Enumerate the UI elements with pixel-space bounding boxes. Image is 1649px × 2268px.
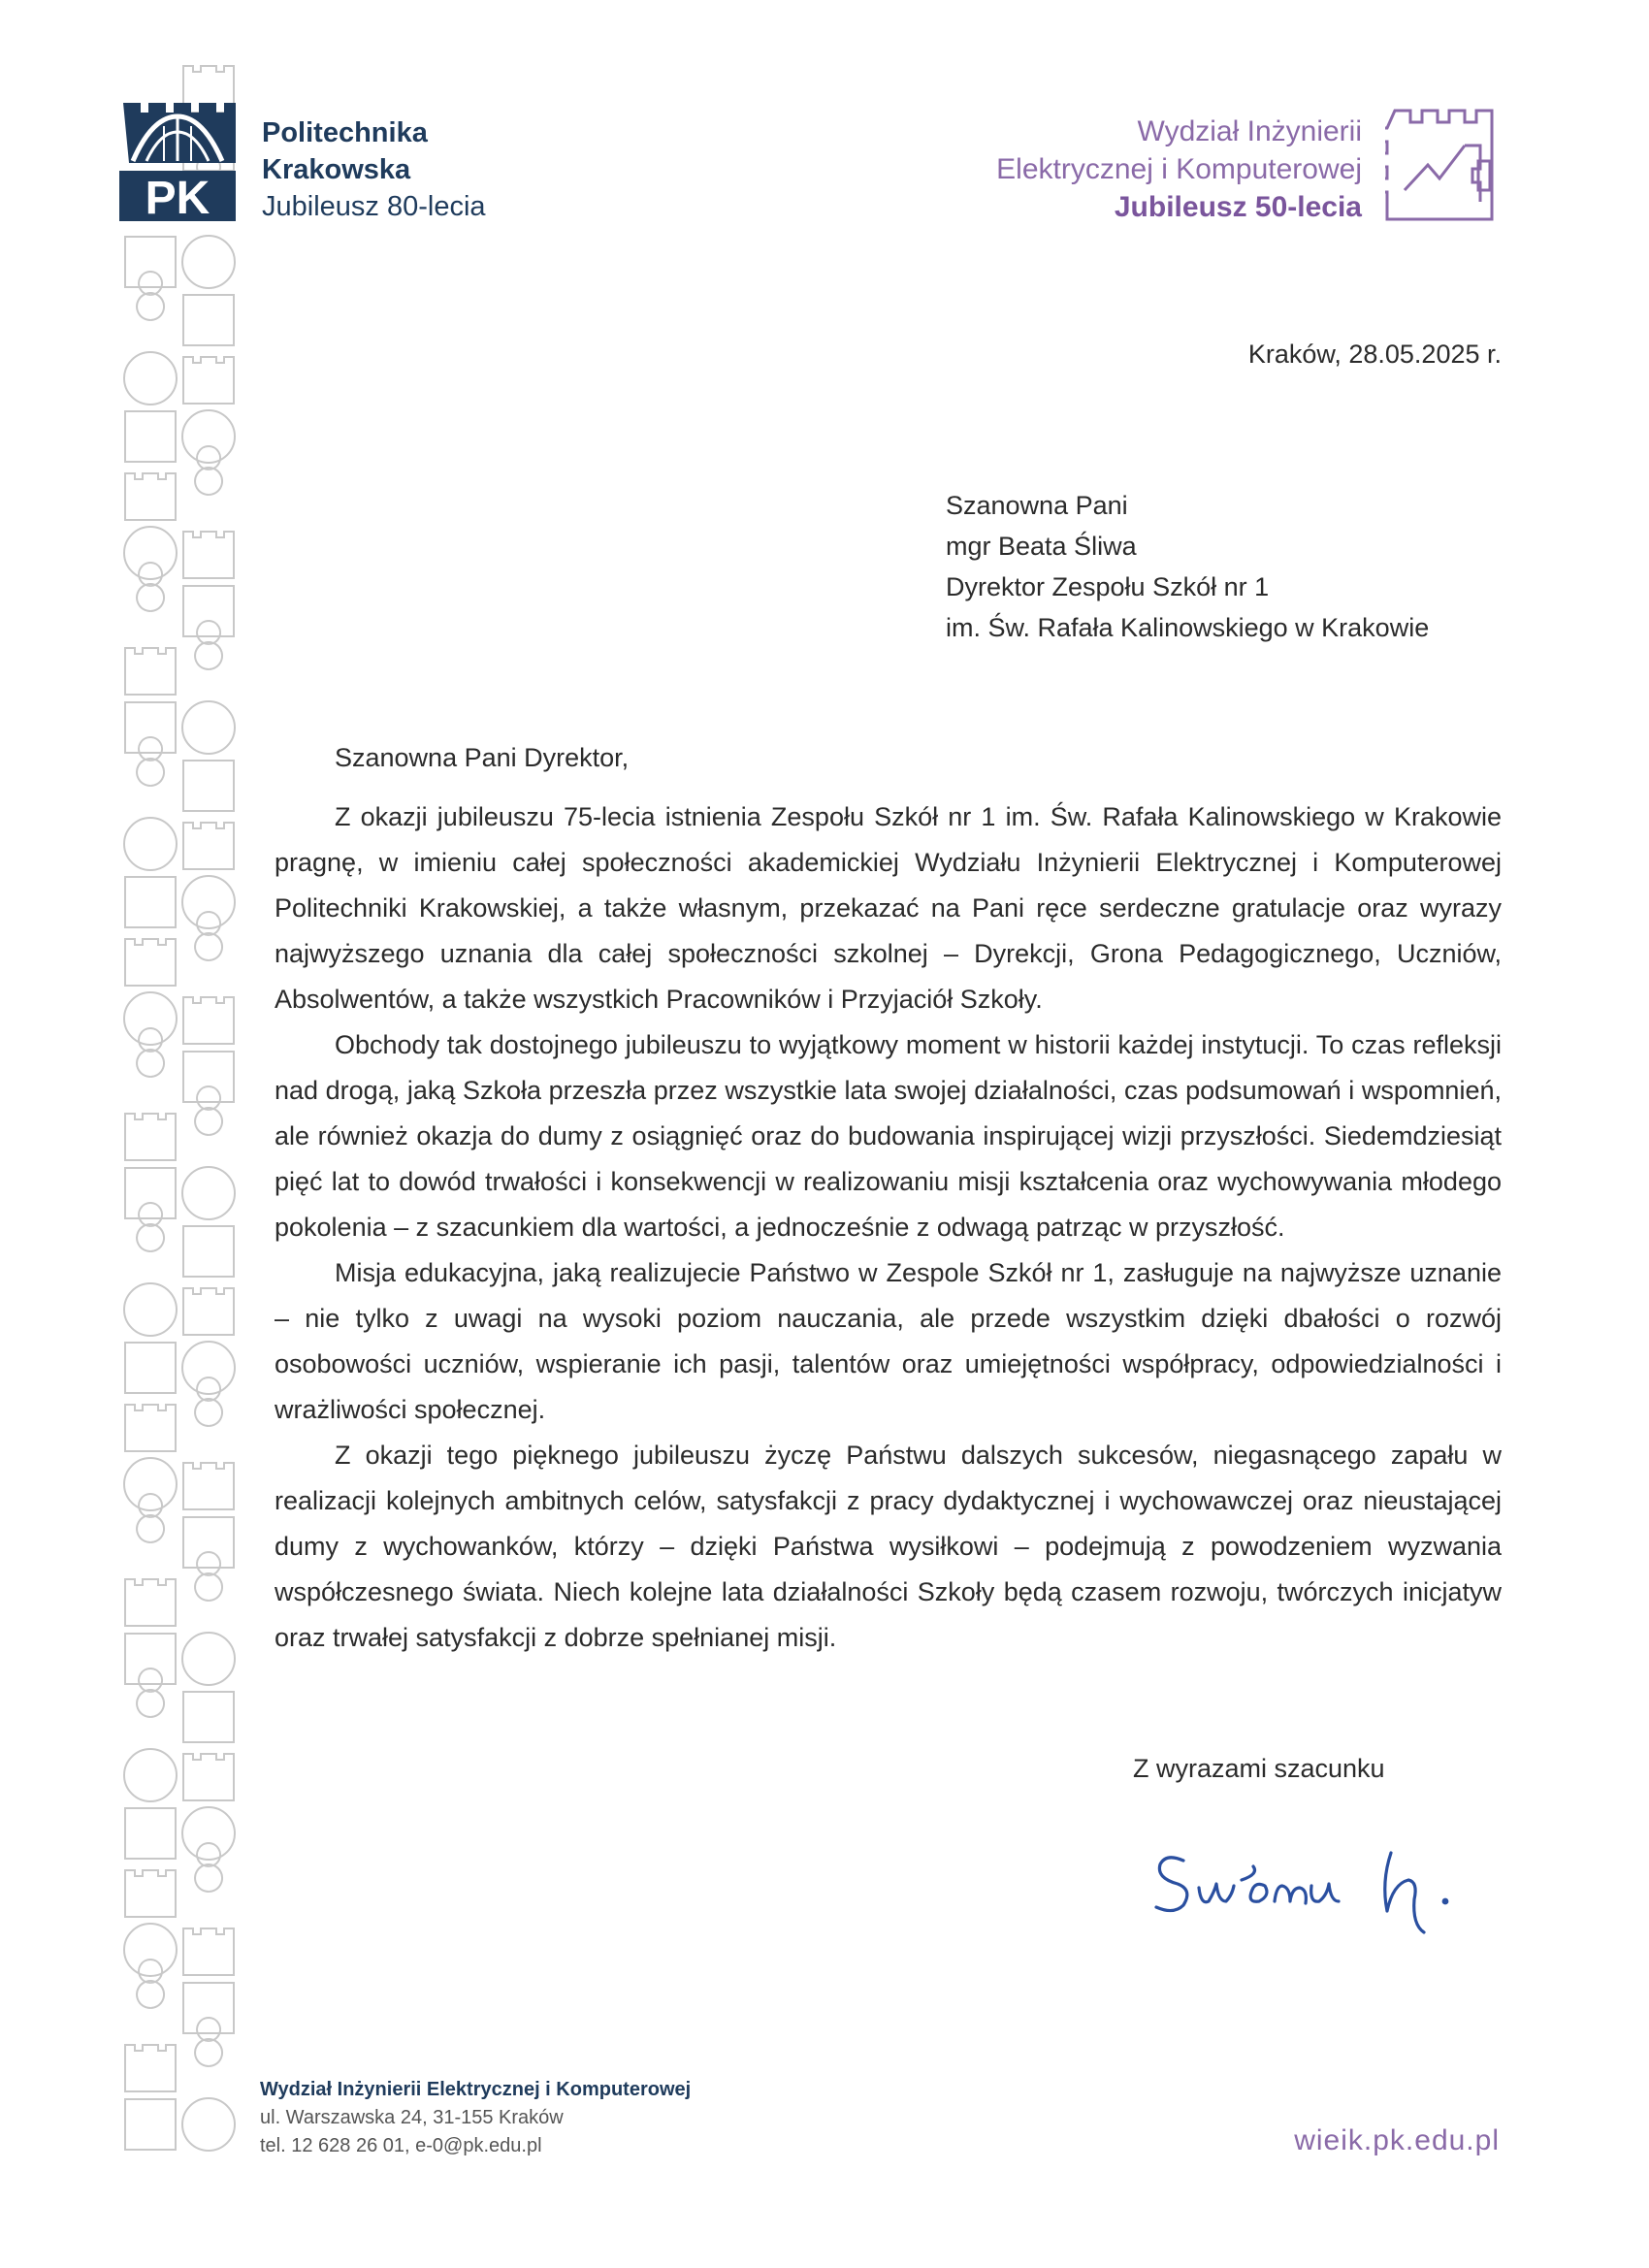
pattern-shape (125, 411, 176, 462)
faculty-jubilee: Jubileusz 50-lecia (1114, 191, 1362, 223)
addressee-line: Dyrektor Zespołu Szkół nr 1 (946, 572, 1270, 601)
pattern-shape (195, 621, 222, 669)
pattern-shape (195, 1377, 222, 1426)
addressee-line: Szanowna Pani (946, 491, 1128, 520)
pattern-shape (124, 818, 177, 870)
pattern-shape (125, 648, 176, 695)
pattern-shape (125, 1870, 176, 1917)
pattern-shape (125, 877, 176, 927)
addressee-line: im. Św. Rafała Kalinowskiego w Krakowie (946, 613, 1430, 642)
pattern-shape (124, 527, 177, 579)
letter-date: Kraków, 28.05.2025 r. (1247, 340, 1502, 369)
pattern-shape (124, 1283, 177, 1336)
faculty-name-line1: Wydział Inżynierii (1137, 115, 1362, 147)
footer-website-link[interactable]: wieik.pk.edu.pl (1294, 2124, 1500, 2156)
pattern-shape (137, 1494, 164, 1542)
university-jubilee: Jubileusz 80-lecia (262, 191, 486, 222)
faculty-name-line2: Elektrycznej i Komputerowej (996, 153, 1362, 185)
addressee-line: mgr Beata Śliwa (946, 532, 1137, 561)
pattern-shape (183, 761, 234, 811)
pattern-shape (183, 1928, 234, 1975)
side-pattern (121, 58, 238, 2207)
faculty-name (996, 113, 1362, 226)
pk-logo-text: PK (145, 173, 210, 221)
pattern-shape (183, 357, 234, 404)
pattern-shape (125, 939, 176, 986)
pattern-shape (183, 823, 234, 869)
pattern-shape (182, 1807, 235, 1860)
pattern-shape (182, 701, 235, 754)
university-name (262, 114, 486, 225)
pattern-shape (137, 1203, 164, 1251)
letter-body (275, 735, 1502, 1661)
pattern-shape (125, 1579, 176, 1626)
pattern-shape (125, 1405, 176, 1451)
pattern-shape (125, 2045, 176, 2091)
pattern-shape (137, 563, 164, 611)
pattern-shape (137, 737, 164, 786)
pattern-shape (182, 2098, 235, 2151)
pattern-shape (183, 1692, 234, 1742)
pattern-shape (137, 1960, 164, 2008)
footer-faculty-name: Wydział Inżynierii Elektrycznej i Komputerowej (260, 2079, 692, 2100)
pattern-shape (125, 702, 176, 753)
pattern-shape (182, 1633, 235, 1685)
pattern-shape (125, 1168, 176, 1218)
pattern-shape (183, 1463, 234, 1509)
pattern-shape (195, 1552, 222, 1601)
pattern-shape (183, 1226, 234, 1277)
pattern-shape (195, 912, 222, 960)
pattern-shape (125, 1634, 176, 1684)
pattern-shape (182, 1167, 235, 1219)
salutation: Szanowna Pani Dyrektor, (335, 743, 630, 772)
closing-phrase: Z wyrazami szacunku (1133, 1754, 1385, 1783)
university-name-line1: Politechnika (262, 117, 428, 148)
addressee-block (946, 485, 1429, 648)
pattern-shape (137, 1669, 164, 1717)
pattern-shape (183, 997, 234, 1044)
pattern-shape (125, 1808, 176, 1859)
pattern-shape (182, 236, 235, 288)
pattern-shape (124, 352, 177, 405)
university-name-line2: Krakowska (262, 154, 411, 185)
pattern-shape (183, 586, 234, 636)
pattern-shape (195, 1086, 222, 1135)
paragraph: Obchody tak dostojnego jubileuszu to wyjątkowy moment w historii każdej instytucji. To czas refleksji nad drogą, jaką Szkoła przeszła przez wszystkie lata swojej działalności, czas podsumowań i wspomnień, ale również okazja do dumy z osiągnięć oraz do budowania inspirującej wizji przyszłości. Siedemdziesiąt pięć lat to dowód trwałości i konsekwencji w realizowaniu misji kształcenia oraz wychowywania młodego pokolenia – z szacunkiem dla wartości, a jednocześnie z odwagą patrząc w przyszłość. (275, 1030, 1502, 1242)
pattern-shape (182, 410, 235, 463)
paragraph: Misja edukacyjna, jaką realizujecie Państwo w Zespole Szkół nr 1, zasługuje na najwyższe uznanie – nie tylko z uwagi na wysoki poziom nauczania, ale przede wszystkim dzięki dbałości o rozwój osobowości uczniów, wspieranie ich pasji, talentów oraz umiejętności współpracy, odpowiedzialności i wrażliwości społecznej. (275, 1258, 1502, 1424)
pattern-shape (183, 1288, 234, 1335)
pattern-shape (183, 1754, 234, 1800)
handwritten-signature (1145, 1824, 1552, 1969)
footer-street: ul. Warszawska 24, 31-155 Kraków (260, 2107, 564, 2128)
paragraph: Z okazji tego pięknego jubileuszu życzę Państwu dalszych sukcesów, niegasnącego zapału w realizacji kolejnych ambitnych celów, satysfakcji z pracy dydaktycznej i wychowawczej oraz nieustającej dumy z wychowanków, którzy – dzięki Państwa wysiłkowi – podejmują z powodzeniem wyzwania współczesnego świata. Niech kolejne lata działalności Szkoły będą czasem rozwoju, twórczych inicjatyw oraz trwałej satysfakcji z dobrze spełnianej misji. (275, 1441, 1502, 1652)
pattern-shape (183, 532, 234, 578)
pattern-shape (124, 1749, 177, 1801)
pattern-shape (125, 1343, 176, 1393)
pattern-shape (124, 1458, 177, 1510)
pattern-shape (183, 1052, 234, 1102)
pattern-shape (125, 473, 176, 520)
pattern-shape (124, 992, 177, 1045)
paragraph: Z okazji jubileuszu 75-lecia istnienia Zespołu Szkół nr 1 im. Św. Rafała Kalinowskiego w Krakowie pragnę, w imieniu całej społeczności akademickiej Wydziału Inżynierii Elektrycznej i Komputerowej Politechniki Krakowskiej, a także własnym, przekazać na Pani ręce serdeczne gratulacje oraz wyrazy najwyższego uznania dla całej społeczności szkolnej – Dyrekcji, Grona Pedagogicznego, Uczniów, Absolwentów, a także wszystkich Pracowników i Przyjaciół Szkoły. (275, 802, 1502, 1014)
pattern-shape (195, 1843, 222, 1892)
pattern-shape (195, 446, 222, 495)
faculty-logo (1385, 107, 1505, 223)
pattern-shape (124, 1924, 177, 1976)
pattern-shape (183, 1983, 234, 2033)
pattern-shape (183, 295, 234, 345)
pattern-shape (182, 1342, 235, 1394)
pk-logo (119, 103, 236, 221)
pattern-shape (183, 1517, 234, 1568)
pattern-shape (137, 272, 164, 320)
footer-address (260, 2076, 691, 2160)
pattern-shape (125, 2099, 176, 2150)
footer-contact: tel. 12 628 26 01, e-0@pk.edu.pl (260, 2135, 542, 2156)
pattern-shape (195, 2018, 222, 2066)
pattern-shape (125, 237, 176, 287)
pattern-shape (182, 876, 235, 928)
pattern-shape (137, 1028, 164, 1077)
pattern-shape (125, 1114, 176, 1160)
